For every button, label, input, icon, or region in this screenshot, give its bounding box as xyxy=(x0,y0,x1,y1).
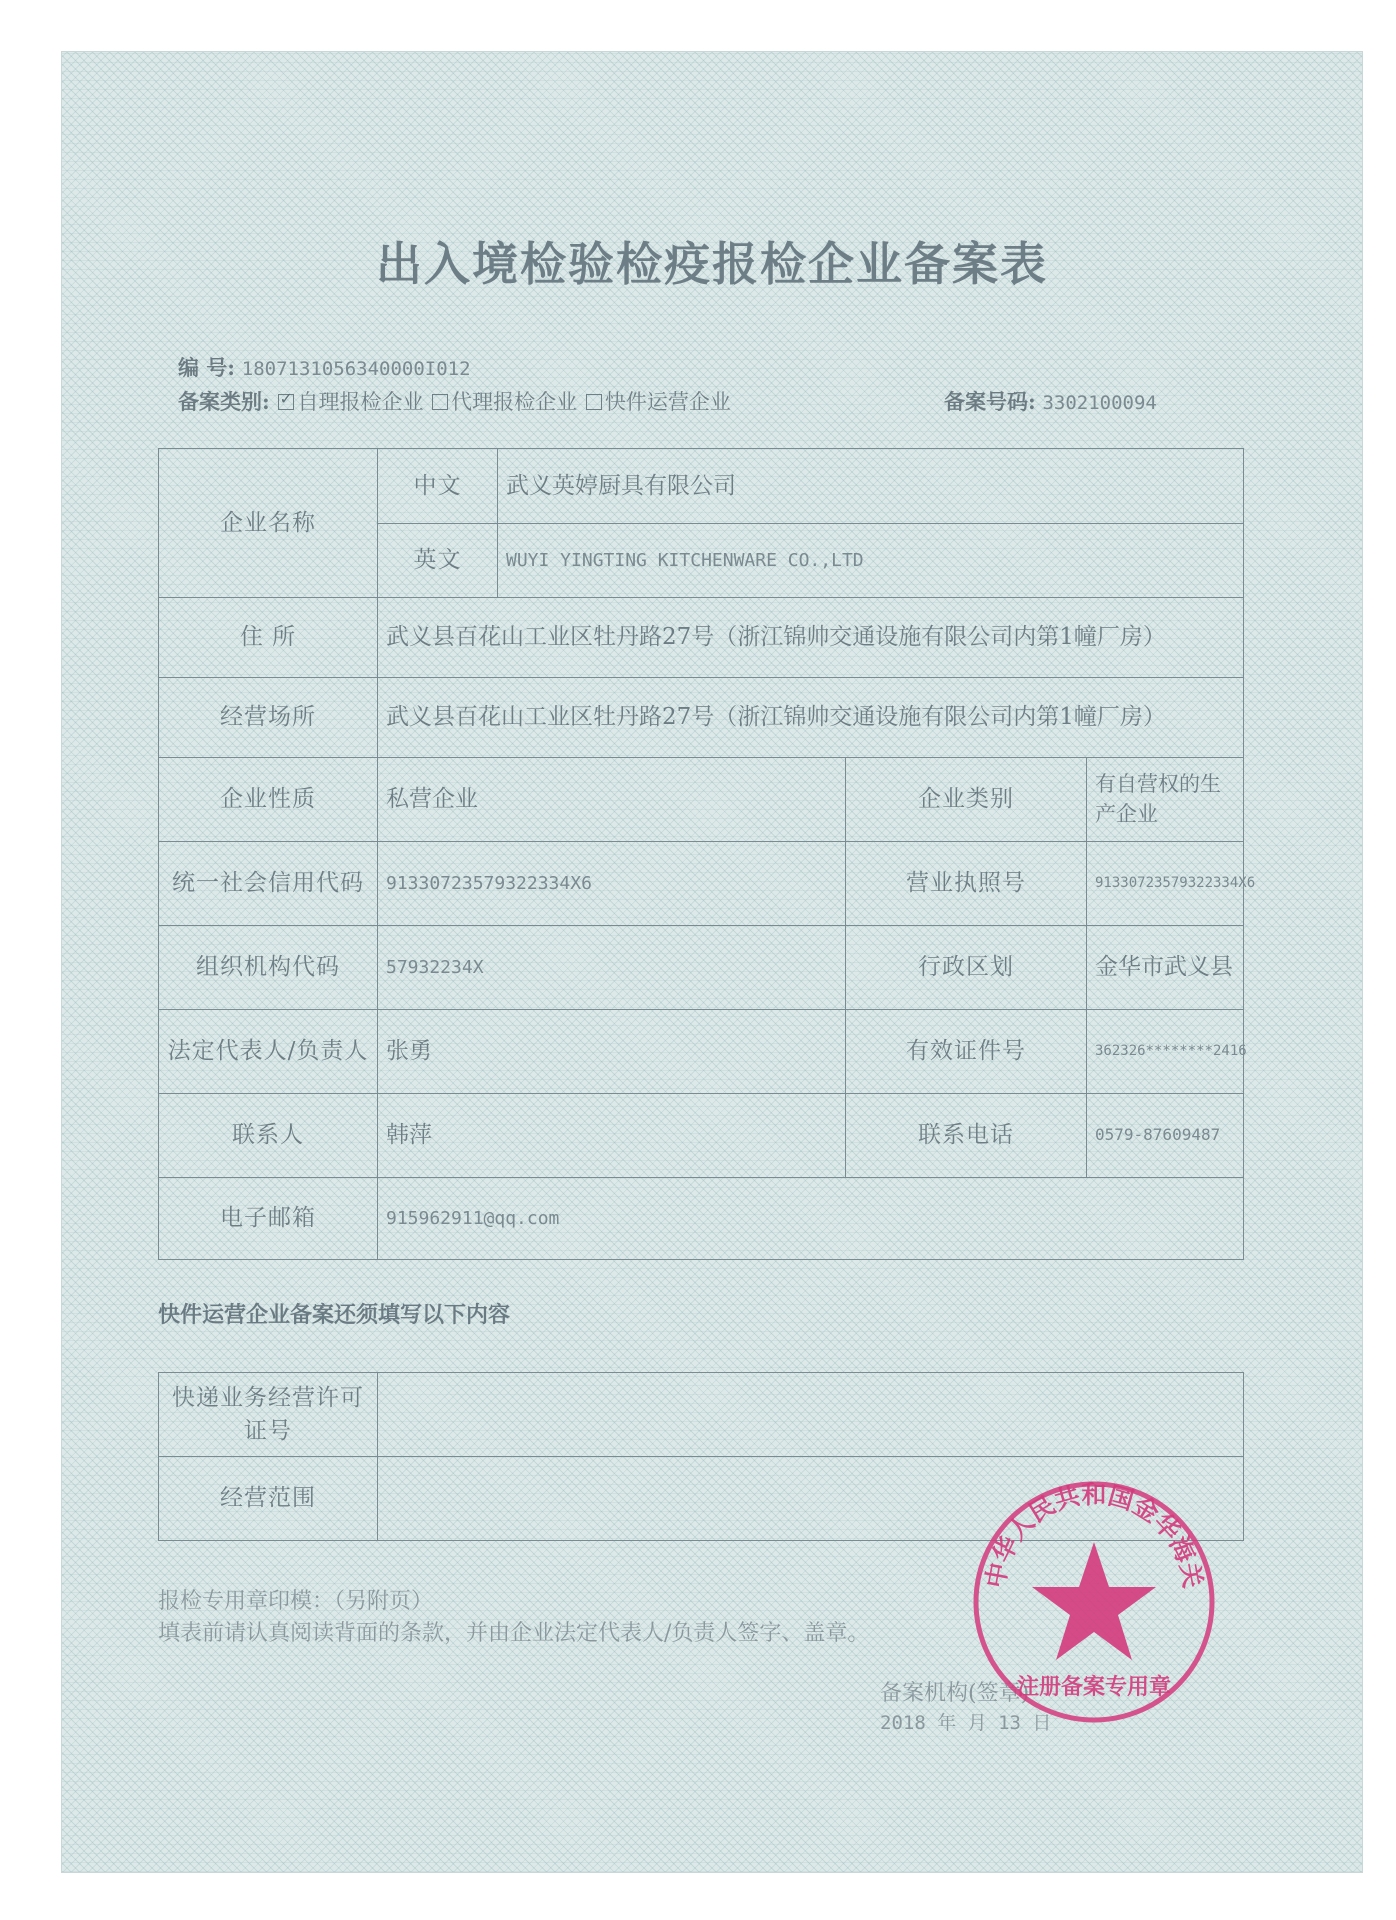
id-label: 有效证件号 xyxy=(846,1010,1087,1094)
region-value: 金华市武义县 xyxy=(1087,926,1244,1010)
email-label: 电子邮箱 xyxy=(159,1178,378,1260)
license-value: 91330723579322334X6 xyxy=(1087,842,1244,926)
main-table xyxy=(158,448,1256,1260)
seal-ring-text: 中华人民共和国金华海关 xyxy=(980,1480,1208,1591)
en-value: WUYI YINGTING KITCHENWARE CO.,LTD xyxy=(498,524,1244,598)
seal-bottom-text: 注册备案专用章 xyxy=(1016,1675,1172,1700)
address-value: 武义县百花山工业区牡丹路27号（浙江锦帅交通设施有限公司内第1幢厂房） xyxy=(378,598,1244,678)
date-label: 2018 年 月 13 日 xyxy=(880,1712,1052,1734)
express-section-title: 快件运营企业备案还须填写以下内容 xyxy=(158,1302,511,1328)
license-label: 营业执照号 xyxy=(846,842,1087,926)
checkbox-agent xyxy=(432,394,448,410)
id-value: 362326********2416 xyxy=(1087,1010,1244,1094)
checkbox-express xyxy=(586,394,602,410)
en-label: 英文 xyxy=(378,524,498,598)
record-no-value: 3302100094 xyxy=(1042,392,1157,414)
phone-value: 0579-87609487 xyxy=(1087,1094,1244,1178)
phone-label: 联系电话 xyxy=(846,1094,1087,1178)
seal-sample-note: 报检专用章印模：（另附页） xyxy=(158,1589,434,1614)
credit-label: 统一社会信用代码 xyxy=(159,842,378,926)
number-line xyxy=(178,352,471,382)
permit-label: 快递业务经营许可证号 xyxy=(159,1373,378,1457)
category-express: 快件运营企业 xyxy=(604,390,731,414)
scope-label: 经营范围 xyxy=(159,1457,378,1541)
nature-label: 企业性质 xyxy=(159,758,378,842)
contact-label: 联系人 xyxy=(159,1094,378,1178)
record-no-label: 备案号码: xyxy=(944,389,1036,414)
cn-label: 中文 xyxy=(378,449,498,524)
permit-value xyxy=(378,1373,1244,1457)
record-no-line xyxy=(944,386,1157,416)
type-label: 企业类别 xyxy=(846,758,1087,842)
number-value: 1807131056340000I012 xyxy=(241,358,471,380)
credit-value: 91330723579322334X6 xyxy=(378,842,846,926)
category-label: 备案类别: xyxy=(178,389,270,414)
form-title: 出入境检验检疫报检企业备案表 xyxy=(376,237,1048,291)
instruction-note: 填表前请认真阅读背面的条款，并由企业法定代表人/负责人签字、盖章。 xyxy=(158,1621,870,1646)
nature-value: 私营企业 xyxy=(378,758,846,842)
category-line xyxy=(178,386,731,416)
legal-value: 张勇 xyxy=(378,1010,846,1094)
cn-value: 武义英婷厨具有限公司 xyxy=(498,449,1244,524)
company-name-label: 企业名称 xyxy=(159,449,378,598)
number-label: 编 号: xyxy=(178,355,236,380)
legal-label: 法定代表人/负责人 xyxy=(159,1010,378,1094)
address-label: 住 所 xyxy=(159,598,378,678)
type-value: 有自营权的生产企业 xyxy=(1087,758,1244,842)
category-agent: 代理报检企业 xyxy=(451,390,578,414)
customs-seal xyxy=(972,1480,1216,1724)
contact-value: 韩萍 xyxy=(378,1094,846,1178)
site-label: 经营场所 xyxy=(159,678,378,758)
region-label: 行政区划 xyxy=(846,926,1087,1010)
email-value: 915962911@qq.com xyxy=(378,1178,1244,1260)
checkbox-self xyxy=(278,394,294,410)
category-self: 自理报检企业 xyxy=(297,390,424,414)
org-value: 57932234X xyxy=(378,926,846,1010)
star-icon xyxy=(1032,1542,1156,1660)
agency-label: 备案机构(签章) xyxy=(880,1681,1030,1706)
org-label: 组织机构代码 xyxy=(159,926,378,1010)
site-value: 武义县百花山工业区牡丹路27号（浙江锦帅交通设施有限公司内第1幢厂房） xyxy=(378,678,1244,758)
